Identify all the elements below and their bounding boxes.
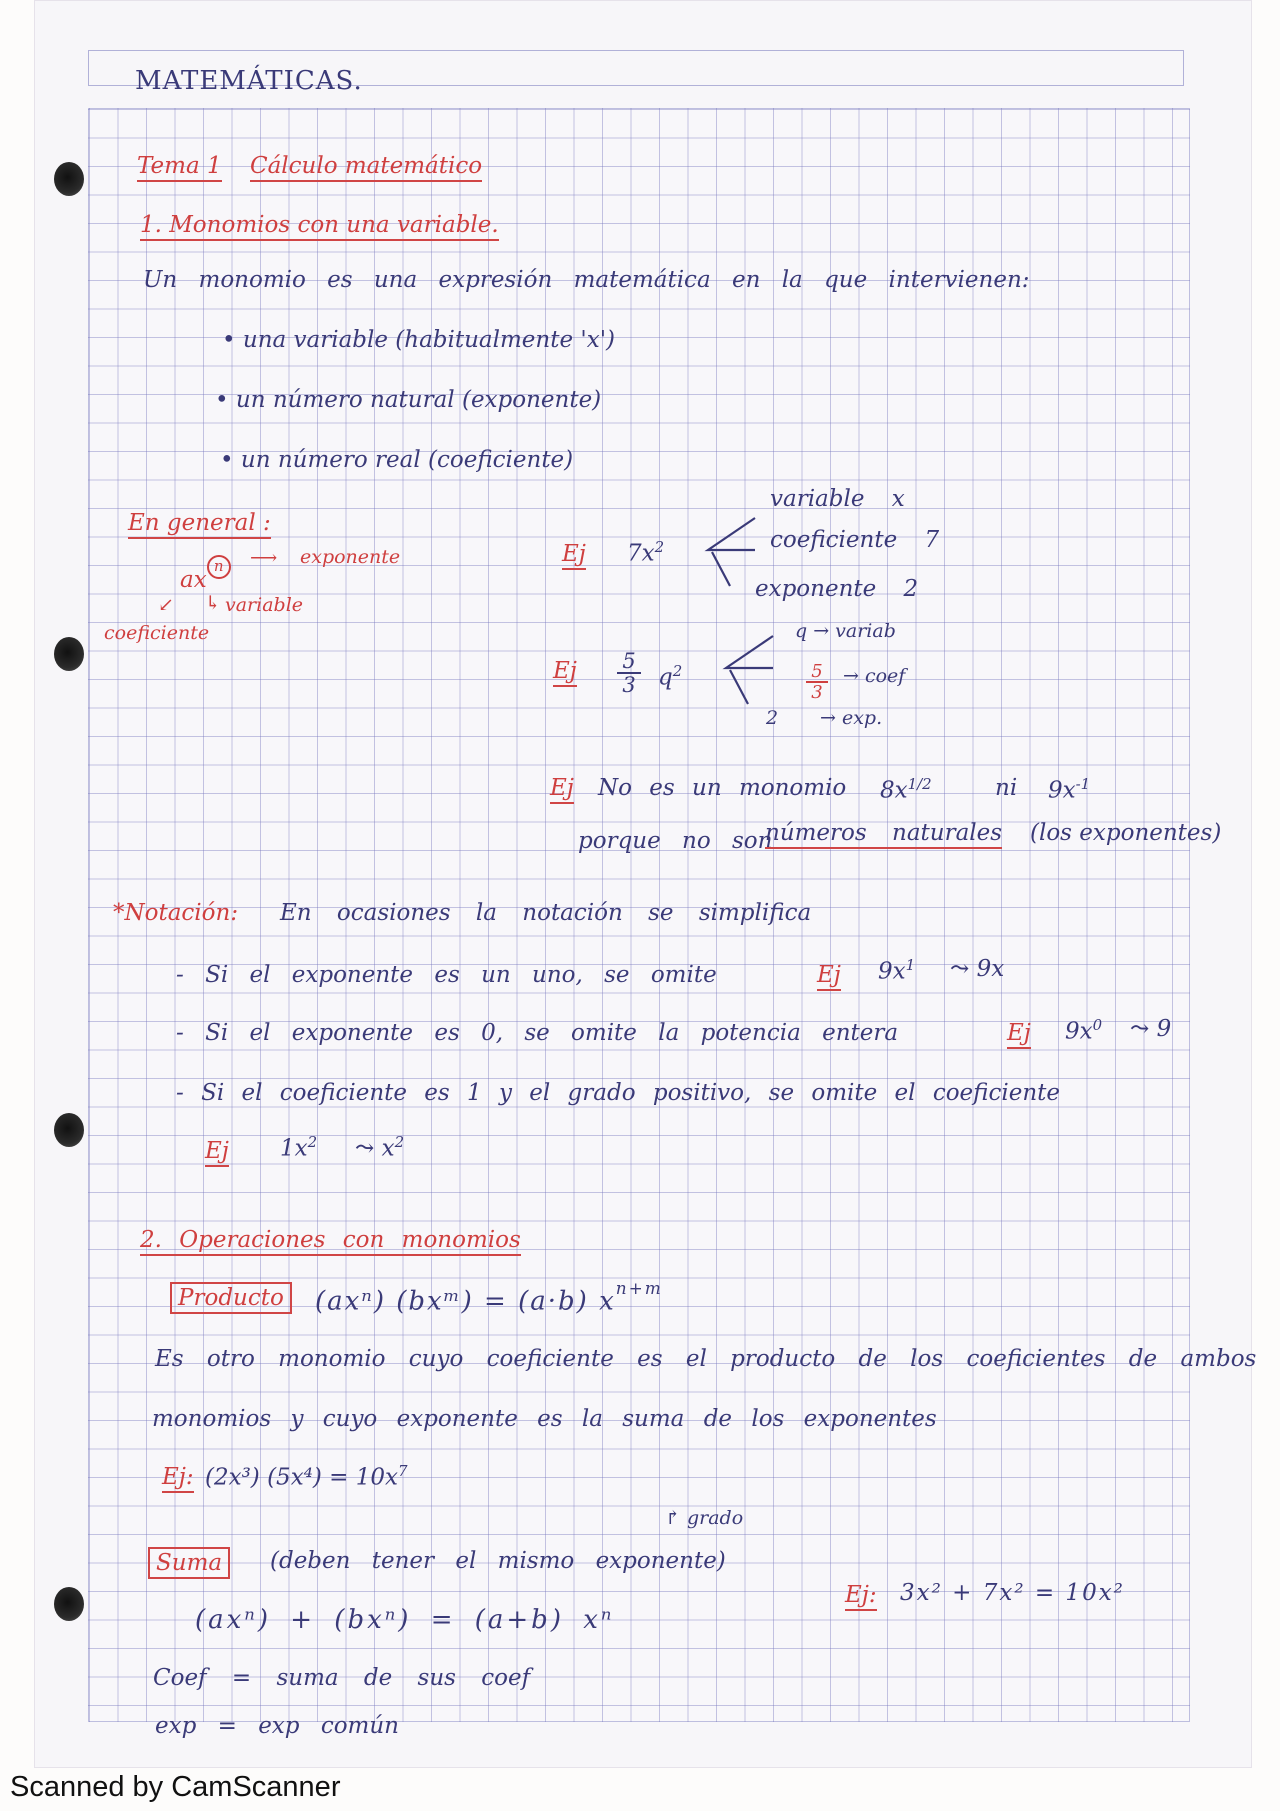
ni-text: ni	[995, 775, 1018, 801]
general-expression: axn	[180, 567, 231, 593]
breakdown-row: variable x	[770, 486, 905, 512]
punch-hole	[54, 1113, 84, 1147]
example-label: Ej	[1007, 1020, 1031, 1049]
breakdown-row: exponente 2	[755, 576, 919, 602]
breakdown-row: → coef	[843, 665, 906, 687]
notation-result: ⤳ 9x	[950, 956, 1005, 982]
notation-label: *Notación:	[113, 900, 239, 926]
breakdown-row: → exp.	[820, 707, 883, 729]
porque-text: porque no son	[578, 828, 773, 854]
tema-title: Cálculo matemático	[250, 153, 482, 182]
suma-formula: (axⁿ) + (bxⁿ) = (a+b) xⁿ	[195, 1605, 615, 1635]
example-label: Ej	[553, 658, 577, 687]
coef-fraction: $\frac{5}{3}$	[806, 662, 828, 702]
not-monomial-text: No es un monomio	[598, 775, 847, 801]
monomial-counterexample: $8x^{1/2}$	[880, 775, 932, 804]
notation-result: ⤳ $x^2$	[355, 1133, 405, 1162]
coef-rule: Coef = suma de sus coef	[153, 1665, 531, 1691]
bullet-item: • un número real (coeficiente)	[220, 447, 574, 473]
notation-example: $1x^2$	[280, 1133, 318, 1162]
brace-icon	[700, 510, 760, 590]
general-heading: En general :	[128, 510, 271, 539]
tema-label: Tema 1	[137, 153, 222, 182]
notation-text: En ocasiones la notación se simplifica	[280, 900, 812, 926]
suma-box: Suma	[148, 1547, 230, 1579]
diagonal-arrow-icon: ↙	[158, 594, 174, 616]
scanner-footer: Scanned by CamScanner	[10, 1771, 341, 1803]
producto-example: (2x³) $(5x^4) = 10x^7$	[205, 1462, 408, 1491]
exponentes-note: (los exponentes)	[1030, 820, 1222, 846]
notation-example: $9x^0$	[1065, 1016, 1103, 1045]
breakdown-row: 2	[766, 707, 779, 729]
example-label: Ej:	[162, 1464, 194, 1493]
page-title: MATEMÁTICAS.	[135, 66, 363, 96]
notation-example: $9x^1$	[878, 956, 916, 985]
punch-hole	[54, 162, 84, 196]
example-label: Ej:	[845, 1582, 877, 1611]
example-label: Ej	[550, 775, 574, 804]
producto-description: monomios y cuyo exponente es la suma de los exponentes	[152, 1406, 937, 1432]
punch-hole	[54, 1587, 84, 1621]
example-label: Ej	[562, 541, 586, 570]
arrow-right-icon: ⟶	[250, 547, 278, 569]
notation-result: ⤳ 9	[1130, 1016, 1172, 1042]
corner-arrow-icon: ↳	[205, 592, 221, 614]
definition-text: Un monomio es una expresión matemática en la que intervienen:	[143, 267, 1030, 293]
notation-rule: - Si el coeficiente es 1 y el grado positivo, se omite el coeficiente	[176, 1080, 1061, 1106]
monomial-counterexample: $9x^{-1}$	[1048, 775, 1091, 804]
grado-annotation: ↱ grado	[665, 1507, 744, 1529]
producto-box: Producto	[170, 1282, 292, 1314]
section-heading-1: 1. Monomios con una variable.	[140, 212, 499, 241]
brace-icon	[718, 628, 778, 708]
coefficient-label: coeficiente	[104, 622, 210, 644]
notation-rule: - Si el exponente es 0, se omite la potencia entera	[176, 1020, 899, 1046]
example-monomial: $7x^2$	[627, 538, 665, 567]
punch-hole	[54, 637, 84, 671]
bullet-item: • una variable (habitualmente 'x')	[222, 327, 615, 353]
exponent-label: exponente	[300, 546, 401, 568]
section-heading-2: 2. Operaciones con monomios	[140, 1227, 521, 1256]
bullet-item: • un número natural (exponente)	[215, 387, 602, 413]
example-label: Ej	[817, 962, 841, 991]
coefficient-fraction: $\frac{5}{3}$	[617, 650, 641, 696]
producto-description: Es otro monomio cuyo coeficiente es el producto de los coeficientes de ambos	[155, 1346, 1257, 1372]
producto-formula: (axⁿ) (bxᵐ) = (a·b) $x^{n+m}$	[315, 1278, 663, 1317]
example-monomial: $q^2$	[658, 662, 683, 691]
notation-rule: - Si el exponente es un uno, se omite	[176, 962, 717, 988]
breakdown-row: q → variab	[795, 620, 896, 642]
variable-label: variable	[225, 594, 304, 616]
example-label: Ej	[205, 1138, 229, 1167]
breakdown-row: coeficiente 7	[770, 527, 940, 553]
suma-note: (deben tener el mismo exponente)	[270, 1548, 726, 1574]
exp-rule: exp = exp común	[155, 1713, 399, 1739]
suma-example: 3x² + 7x² = 10x²	[900, 1580, 1125, 1606]
naturales-text: números naturales	[765, 820, 1002, 849]
